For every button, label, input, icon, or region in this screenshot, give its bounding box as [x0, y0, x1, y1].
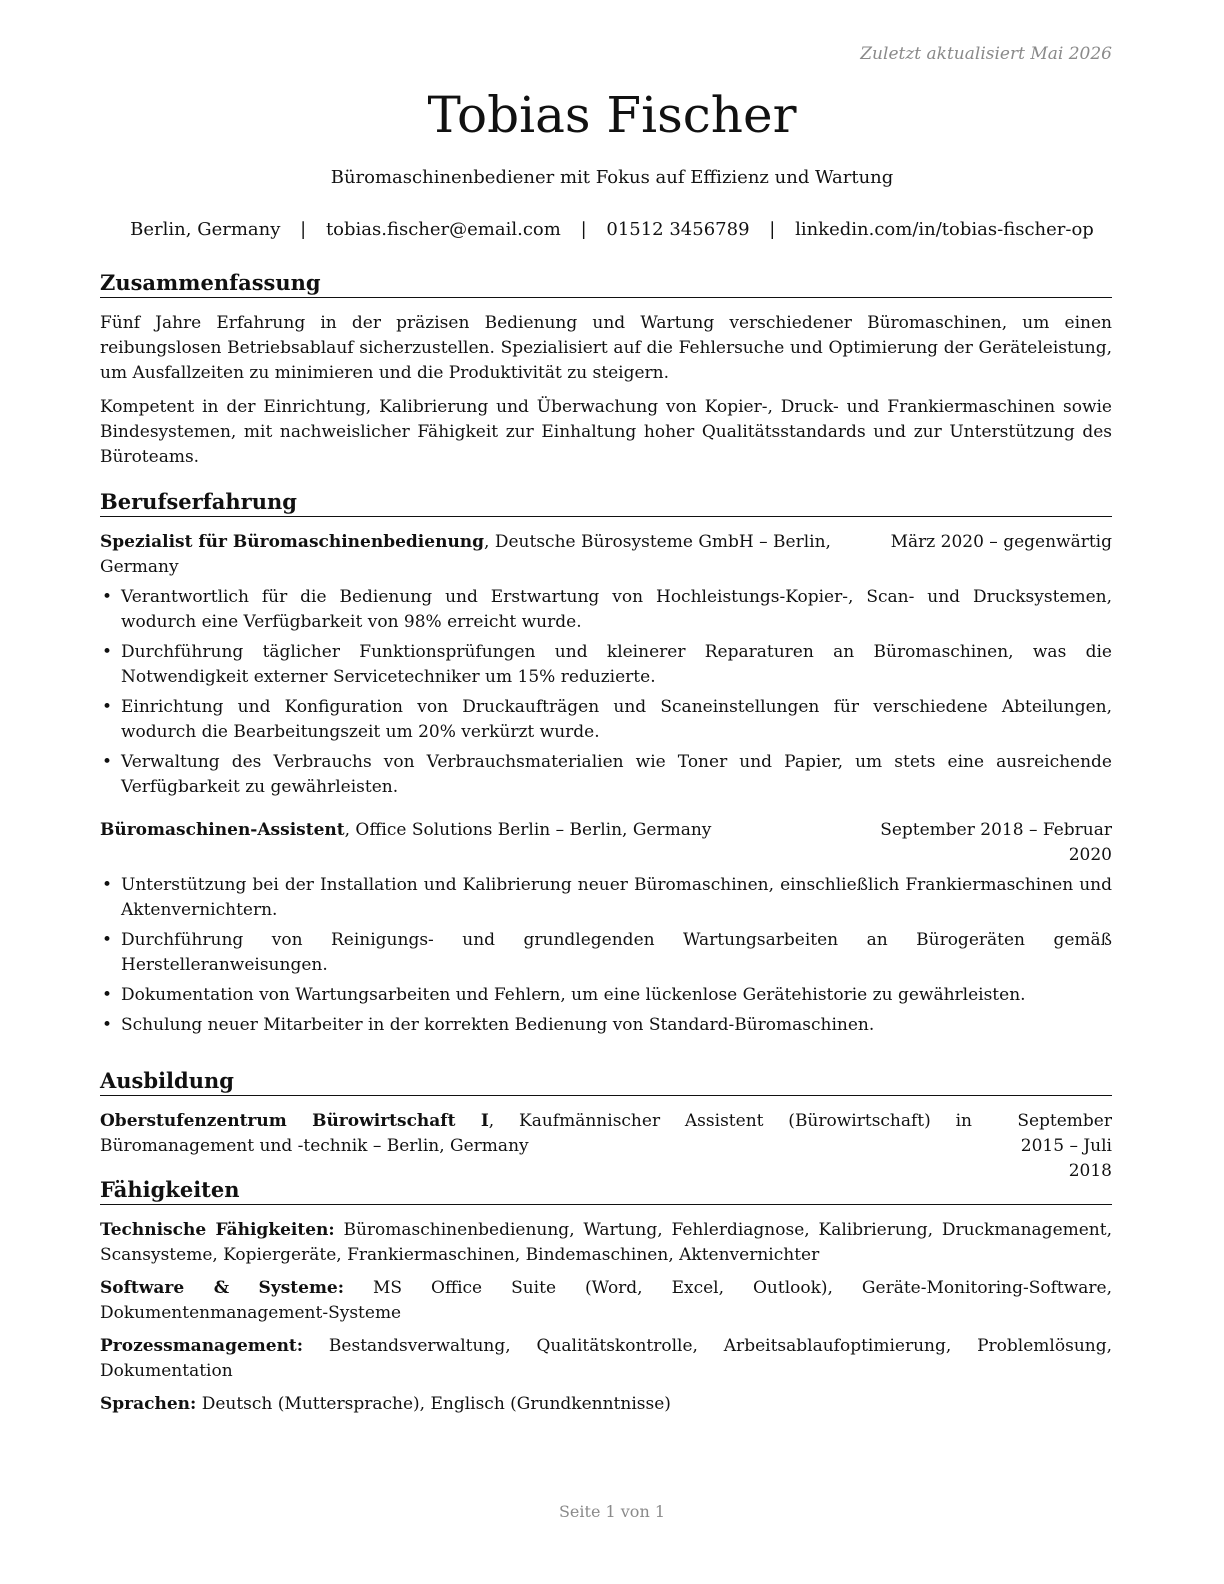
skill-label: Technische Fähigkeiten: [100, 1220, 335, 1240]
experience-section [100, 489, 1112, 1043]
job-role: Büromaschinen-Assistent [100, 820, 345, 840]
skill-label: Prozessmanagement: [100, 1336, 304, 1356]
contact-separator: | [769, 219, 776, 240]
candidate-name: Tobias Fischer [427, 86, 797, 144]
contact-location: Berlin, Germany [130, 219, 281, 240]
skill-row [100, 1276, 1112, 1326]
contact-line [0, 219, 1224, 240]
job-bullets [100, 585, 1112, 800]
skill-row [100, 1218, 1112, 1268]
contact-linkedin[interactable]: linkedin.com/in/tobias-fischer-op [795, 219, 1094, 240]
list-item: • Einrichtung und Konfiguration von Druckaufträgen und Scaneinstellungen für verschiedene Abteilungen, wodurch die Bearbeitungszeit um 20% verkürzt wurde. [100, 695, 1112, 745]
list-item: • Schulung neuer Mitarbeiter in der korrekten Bedienung von Standard-Büromaschinen. [100, 1013, 1112, 1038]
list-item: • Verantwortlich für die Bedienung und Erstwartung von Hochleistungs-Kopier-, Scan- und Drucksystemen, wodurch eine Verfügbarkeit von 98% erreicht wurde. [100, 585, 1112, 635]
contact-separator: | [300, 219, 307, 240]
skill-text: Büromaschinenbedienung, Wartung, Fehlerdiagnose, Kalibrierung, Druckmanagement, Scansysteme, Kopiergeräte, Frankiermaschinen, Bindemaschinen, Aktenvernichter [100, 1220, 1112, 1265]
contact-email[interactable]: tobias.fischer@email.com [325, 219, 561, 240]
section-title-experience: Berufserfahrung [100, 489, 1112, 517]
skill-label: Software & Systeme: [100, 1278, 345, 1298]
skill-label: Sprachen: [100, 1394, 197, 1414]
section-title-skills: Fähigkeiten [100, 1177, 1112, 1205]
job-dates: September 2018 – Februar 2020 [880, 820, 1112, 865]
list-item: • Unterstützung bei der Installation und Kalibrierung neuer Büromaschinen, einschließlich Frankiermaschinen und Aktenvernichtern. [100, 873, 1112, 923]
job-header [100, 530, 1112, 580]
summary-section [100, 270, 1112, 470]
summary-paragraph: Kompetent in der Einrichtung, Kalibrierung und Überwachung von Kopier-, Druck- und Frankiermaschinen sowie Bindesystemen, mit nachweislicher Fähigkeit zur Einhaltung hoher Qualitätsstandards und zur Unterstützung des Büroteams. [100, 397, 1112, 467]
section-title-summary: Zusammenfassung [100, 270, 1112, 298]
education-section [100, 1068, 1112, 1181]
list-item: • Durchführung täglicher Funktionsprüfungen und kleinerer Reparaturen an Büromaschinen, was die Notwendigkeit externer Servicetechniker um 15% reduzierte. [100, 640, 1112, 690]
summary-paragraph: Fünf Jahre Erfahrung in der präzisen Bedienung und Wartung verschiedener Büromaschinen, um einen reibungslosen Betriebsablauf sicherzustellen. Spezialisiert auf die Fehlersuche und Optimierung der Geräteleistung, um Ausfallzeiten zu minimieren und die Produktivität zu steigern. [100, 313, 1112, 383]
section-title-education: Ausbildung [100, 1068, 1112, 1096]
education-dates: September 2015 – Juli 2018 [1017, 1111, 1112, 1181]
job-role: Spezialist für Büromaschinenbedienung [100, 532, 485, 552]
job-bullets [100, 873, 1112, 1038]
education-degree: , Kaufmännischer Assistent (Bürowirtschaft) in Büromanagement und -technik – Berlin, Germany [100, 1111, 972, 1156]
education-school: Oberstufenzentrum Bürowirtschaft I [100, 1111, 489, 1131]
skill-text: Deutsch (Muttersprache), Englisch (Grundkenntnisse) [196, 1394, 671, 1414]
skill-row [100, 1392, 1112, 1417]
skills-section [100, 1177, 1112, 1425]
last-updated-note: Zuletzt aktualisiert Mai 2026 [860, 44, 1112, 64]
skill-text: Bestandsverwaltung, Qualitätskontrolle, Arbeitsablaufoptimierung, Problemlösung, Dokumentation [100, 1336, 1112, 1381]
list-item: • Durchführung von Reinigungs- und grundlegenden Wartungsarbeiten an Bürogeräten gemäß Herstelleranweisungen. [100, 928, 1112, 978]
education-entry [100, 1109, 1112, 1181]
job-company: , Deutsche Bürosysteme GmbH – Berlin, Germany [100, 532, 831, 577]
contact-separator: | [580, 219, 587, 240]
page-number: Seite 1 von 1 [558, 1502, 666, 1521]
skill-row [100, 1334, 1112, 1384]
list-item: • Verwaltung des Verbrauchs von Verbrauchsmaterialien wie Toner und Papier, um stets eine ausreichende Verfügbarkeit zu gewährleisten. [100, 750, 1112, 800]
contact-phone[interactable]: 01512 3456789 [606, 219, 750, 240]
skill-text: MS Office Suite (Word, Excel, Outlook), Geräte-Monitoring-Software, Dokumentenmanagement-Systeme [100, 1278, 1112, 1323]
tagline: Büromaschinenbediener mit Fokus auf Effizienz und Wartung [330, 167, 894, 188]
list-item: • Dokumentation von Wartungsarbeiten und Fehlern, um eine lückenlose Gerätehistorie zu gewährleisten. [100, 983, 1112, 1008]
job-dates: März 2020 – gegenwärtig [890, 532, 1112, 552]
job-company: , Office Solutions Berlin – Berlin, Germany [344, 820, 712, 840]
job-header [100, 818, 1112, 865]
